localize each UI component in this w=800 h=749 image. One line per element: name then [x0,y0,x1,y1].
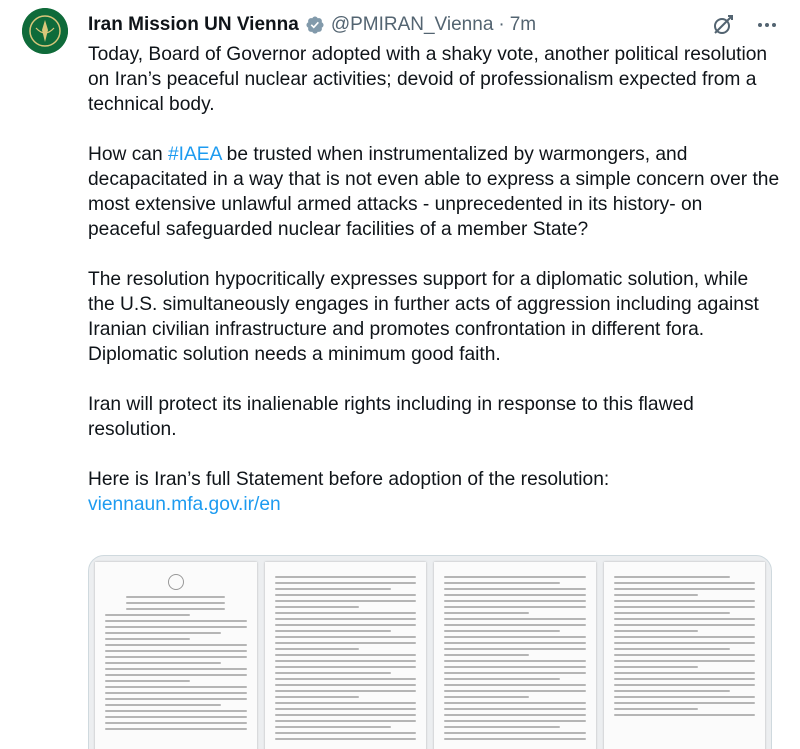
display-name[interactable]: Iran Mission UN Vienna [88,14,299,35]
timestamp[interactable]: 7m [509,14,537,35]
tweet-paragraph: Today, Board of Governor adopted with a shaky vote, another political resolution on Iran’s peaceful nuclear activities; devoid of professionalism expected from a technical body. [88,44,768,115]
seal-icon [168,574,184,590]
avatar[interactable] [22,8,68,54]
tweet-header [88,10,780,40]
document-page-3[interactable] [434,562,596,749]
separator-dot: · [498,14,505,35]
attached-document-images[interactable] [88,555,772,749]
more-icon[interactable] [754,12,780,38]
hashtag-iaea[interactable]: #IAEA [167,144,222,165]
statement-link[interactable]: viennaun.mfa.gov.ir/en [88,494,281,515]
tweet-paragraph [88,142,780,242]
verified-badge-icon [305,15,325,35]
document-page-4[interactable] [604,562,766,749]
tweet-paragraph: The resolution hypocritically expresses support for a diplomatic solution, while the U.S. simultaneously engages in further acts of aggression including against Iranian civilian infrastructure and promotes confrontation in different fora. Diplomatic solution needs a minimum good faith. [88,269,759,365]
tweet-text [88,42,780,542]
tweet-text-segment: Here is Iran’s full Statement before adoption of the resolution: [88,469,610,490]
document-page-1[interactable] [95,562,257,749]
emblem-icon [22,8,68,54]
tweet-paragraph: Iran will protect its inalienable rights including in response to this flawed resolution. [88,394,694,440]
tweet-text-segment: How can [88,144,168,165]
document-page-2[interactable] [265,562,427,749]
grok-icon[interactable] [710,12,736,38]
header-actions [710,12,780,38]
handle[interactable]: @PMIRAN_Vienna [330,14,494,35]
tweet-text-segment: be trusted when instrumentalized by warmongers, and decapacitated in a way that is not even able to express a simple concern over the most extensive unlawful armed attacks - unprecedented in its history- on peaceful safeguarded nuclear facilities of a member State? [88,144,780,240]
tweet-paragraph [88,467,780,517]
